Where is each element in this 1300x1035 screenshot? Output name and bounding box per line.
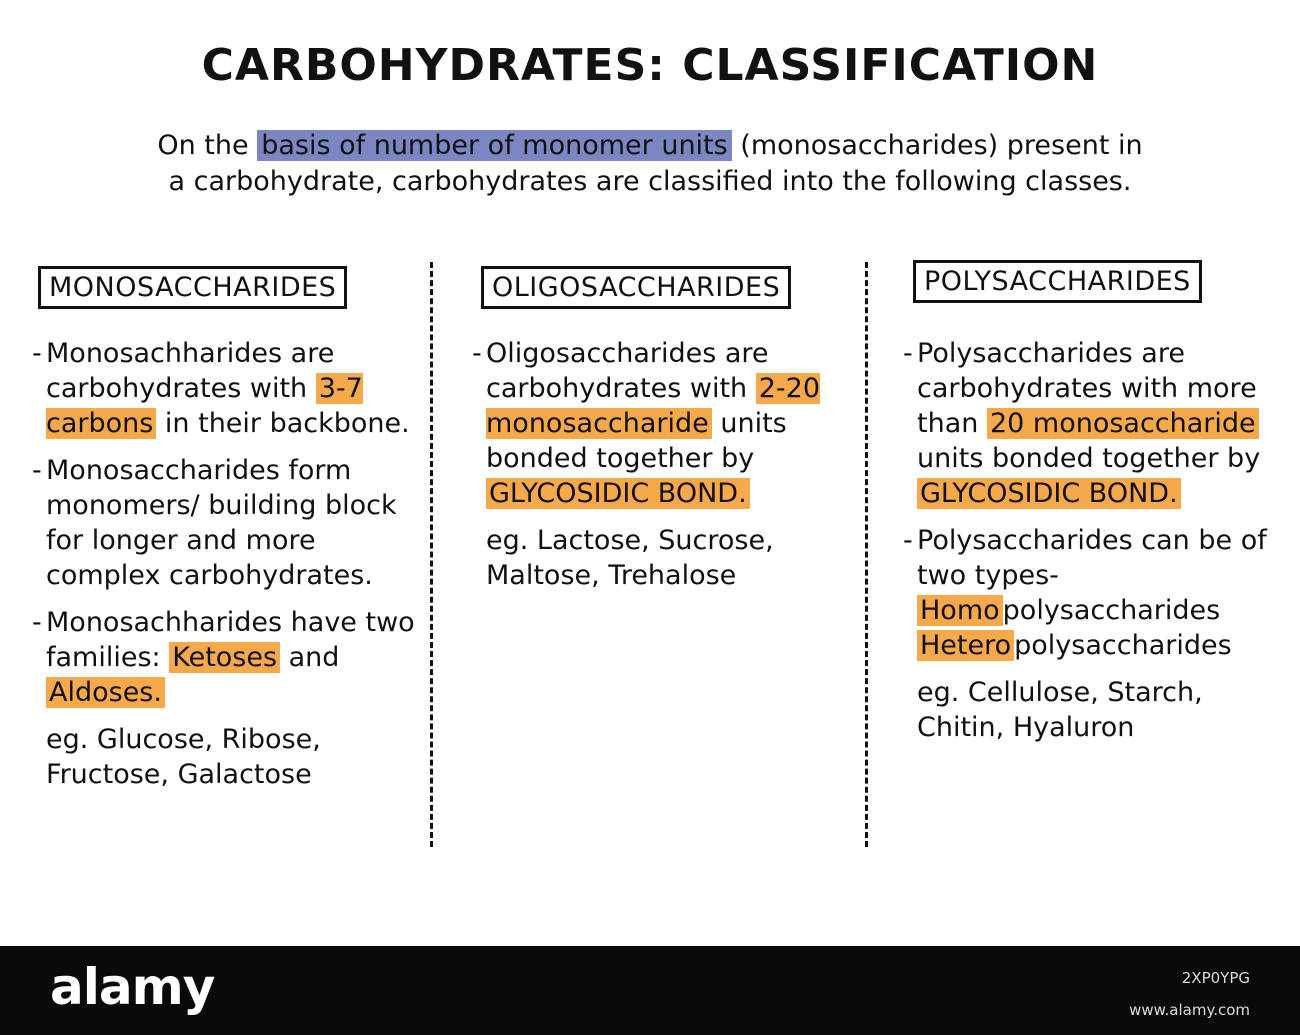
footer-url: www.alamy.com <box>1129 1001 1250 1019</box>
intro-paragraph <box>150 128 1150 200</box>
intro-post: (monosaccharides) present in a carbohydrate, carbohydrates are classified into the following classes. <box>168 130 1143 197</box>
watermark-footer <box>0 946 1300 1035</box>
image-code: 2XP0YPG <box>1181 969 1250 987</box>
heading-monosaccharides: MONOSACCHARIDES <box>38 266 347 309</box>
heading-polysaccharides: POLYSACCHARIDES <box>913 260 1202 303</box>
page-title: CARBOHYDRATES: CLASSIFICATION <box>201 40 1099 91</box>
column-polysaccharides <box>903 336 1288 745</box>
example-text: eg. Lactose, Sucrose, Maltose, Trehalose <box>486 525 774 591</box>
column-monosaccharides <box>32 336 417 792</box>
divider-right <box>865 262 868 847</box>
list-item: - Oligosaccharides are carbohydrates with 2-20 monosaccharide units bonded together by GLYCOSIDIC BOND. <box>472 338 821 509</box>
column-oligosaccharides <box>472 336 832 593</box>
list-item: - Polysaccharides are carbohydrates with more than 20 monosaccharide units bonded together by GLYCOSIDIC BOND. <box>903 338 1261 509</box>
list-item: - Monosachharides are carbohydrates with 3-7 carbons in their backbone. <box>32 338 410 439</box>
heading-oligosaccharides: OLIGOSACCHARIDES <box>481 266 791 309</box>
alamy-logo: alamy <box>50 958 215 1016</box>
list-item: - Polysaccharides can be of two types- Homo polysaccharides Hetero polysaccharides <box>903 525 1267 661</box>
list-item: - Monosachharides have two families: Ketoses and Aldoses. <box>32 607 415 708</box>
footer-info <box>1129 962 1250 1026</box>
example-text: eg. Cellulose, Starch, Chitin, Hyaluron <box>917 677 1203 743</box>
example-text: eg. Glucose, Ribose, Fructose, Galactose <box>46 724 321 790</box>
intro-highlight: basis of number of monomer units <box>257 130 732 161</box>
intro-pre: On the <box>157 130 258 161</box>
divider-left <box>430 262 433 847</box>
list-item: - Monosaccharides form monomers/ building block for longer and more complex carbohydrates. <box>32 455 397 591</box>
